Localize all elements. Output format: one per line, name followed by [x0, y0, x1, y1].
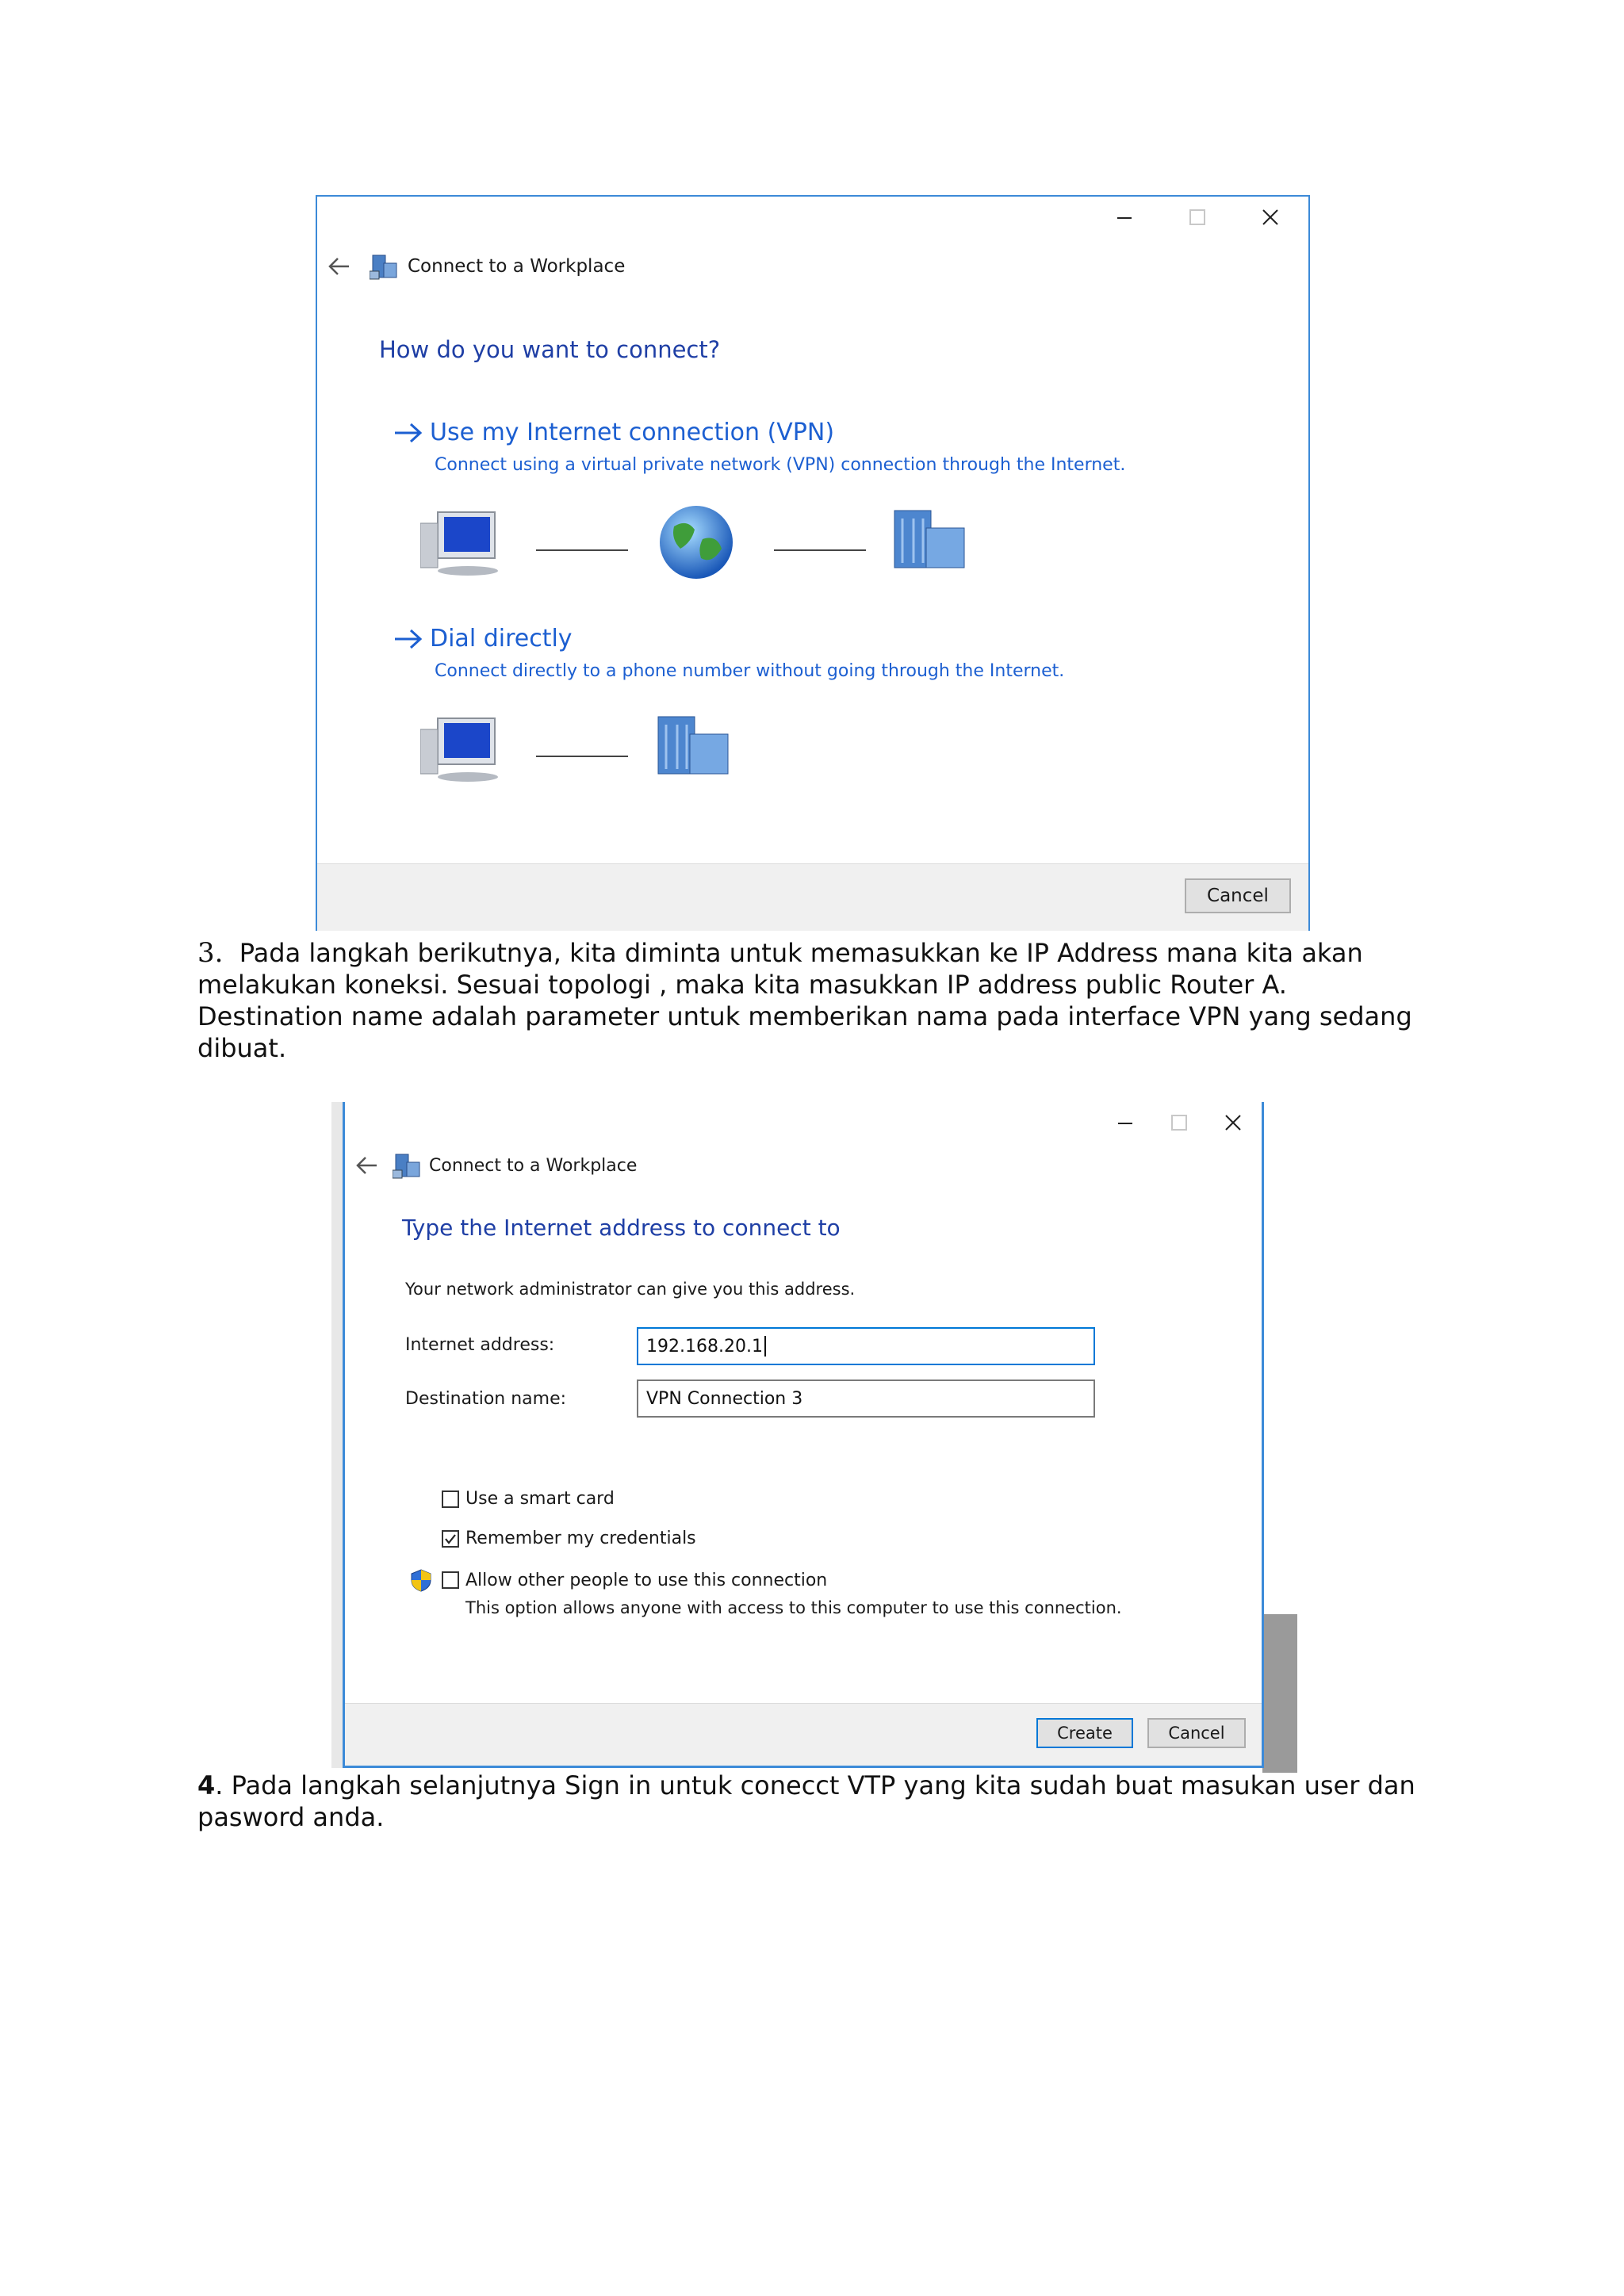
text-caret: [764, 1336, 766, 1357]
building-icon: [891, 507, 974, 575]
connector-line: [536, 756, 628, 757]
internet-address-input[interactable]: [637, 1327, 1095, 1365]
destination-name-input[interactable]: [637, 1380, 1095, 1418]
cancel-button[interactable]: Cancel: [1185, 878, 1291, 913]
background-window-edge: [1262, 1614, 1297, 1773]
dialog-footer: [345, 1703, 1262, 1768]
arrow-right-icon: [393, 627, 425, 651]
option-vpn-title: Use my Internet connection (VPN): [430, 419, 835, 446]
remember-credentials-label: Remember my credentials: [465, 1529, 696, 1548]
admin-hint-text: Your network administrator can give you this address.: [405, 1280, 856, 1299]
arrow-right-icon: [393, 421, 425, 445]
page-heading: How do you want to connect?: [379, 336, 721, 363]
minimize-button[interactable]: [1110, 203, 1139, 232]
nav-title: Connect to a Workplace: [429, 1155, 638, 1176]
destination-name-value: VPN Connection 3: [646, 1388, 803, 1409]
connector-line: [774, 549, 866, 551]
computer-icon: [420, 714, 503, 789]
maximize-button[interactable]: [1183, 203, 1212, 232]
smart-card-checkbox[interactable]: [442, 1489, 615, 1509]
minimize-icon: [1116, 1114, 1134, 1131]
navigation-bar: [354, 1151, 637, 1180]
step-text: Pada langkah berikutnya, kita diminta untuk memasukkan ke IP Address mana kita akan melakukan koneksi. Sesuai topologi , maka kita masukkan IP address public Router A. Destination name adalah parameter untuk memberikan nama pada interface VPN yang sedang dibuat.: [197, 938, 1412, 1063]
destination-name-label: Destination name:: [405, 1389, 567, 1409]
shield-icon: [410, 1568, 432, 1592]
option-dial-link[interactable]: [393, 625, 573, 652]
step-3-paragraph: [197, 937, 1434, 1064]
step-number: 4: [197, 1770, 216, 1800]
step-number: 3.: [197, 937, 224, 969]
maximize-icon: [1189, 209, 1206, 226]
nav-title: Connect to a Workplace: [408, 256, 626, 277]
step-4-paragraph: [197, 1770, 1434, 1833]
connect-workplace-window-1: [316, 195, 1310, 931]
option-vpn-description: Connect using a virtual private network (VPN) connection through the Internet.: [435, 455, 1126, 475]
internet-address-label: Internet address:: [405, 1335, 555, 1355]
remember-credentials-checkbox[interactable]: [442, 1529, 696, 1548]
dialog-footer: [317, 863, 1308, 931]
navigation-bar: [327, 252, 625, 281]
allow-others-label: Allow other people to use this connection: [465, 1570, 828, 1590]
close-icon: [1261, 208, 1280, 227]
globe-icon: [657, 503, 736, 586]
connector-line: [536, 549, 628, 551]
close-button[interactable]: [1256, 203, 1285, 232]
checkmark-icon: [444, 1533, 457, 1545]
option-dial-title: Dial directly: [430, 625, 573, 652]
allow-others-checkbox[interactable]: [410, 1568, 827, 1592]
building-icon: [655, 714, 737, 781]
option-dial-description: Connect directly to a phone number without going through the Internet.: [435, 661, 1065, 681]
close-icon: [1224, 1113, 1243, 1132]
close-button[interactable]: [1219, 1108, 1247, 1137]
computer-icon: [420, 507, 503, 583]
maximize-button[interactable]: [1165, 1108, 1193, 1137]
checkbox-box: [442, 1571, 459, 1589]
checkbox-box: [442, 1530, 459, 1548]
smart-card-label: Use a smart card: [465, 1489, 615, 1509]
back-arrow-icon[interactable]: [327, 255, 354, 277]
option-vpn-link[interactable]: [393, 419, 834, 446]
page-heading: Type the Internet address to connect to: [402, 1215, 841, 1241]
minimize-button[interactable]: [1111, 1108, 1139, 1137]
checkbox-box: [442, 1490, 459, 1508]
minimize-icon: [1116, 209, 1133, 226]
cancel-button[interactable]: Cancel: [1147, 1718, 1246, 1748]
internet-address-value: 192.168.20.1: [646, 1336, 763, 1357]
step-text: . Pada langkah selanjutnya Sign in untuk conecct VTP yang kita sudah buat masukan user dan pasword anda.: [197, 1770, 1415, 1832]
workplace-icon: [393, 1151, 424, 1180]
workplace-icon: [370, 252, 401, 281]
maximize-icon: [1170, 1114, 1188, 1131]
back-arrow-icon[interactable]: [354, 1154, 381, 1177]
create-button[interactable]: Create: [1036, 1718, 1133, 1748]
connect-workplace-window-2: [343, 1102, 1264, 1768]
allow-others-note: This option allows anyone with access to this computer to use this connection.: [465, 1598, 1122, 1617]
